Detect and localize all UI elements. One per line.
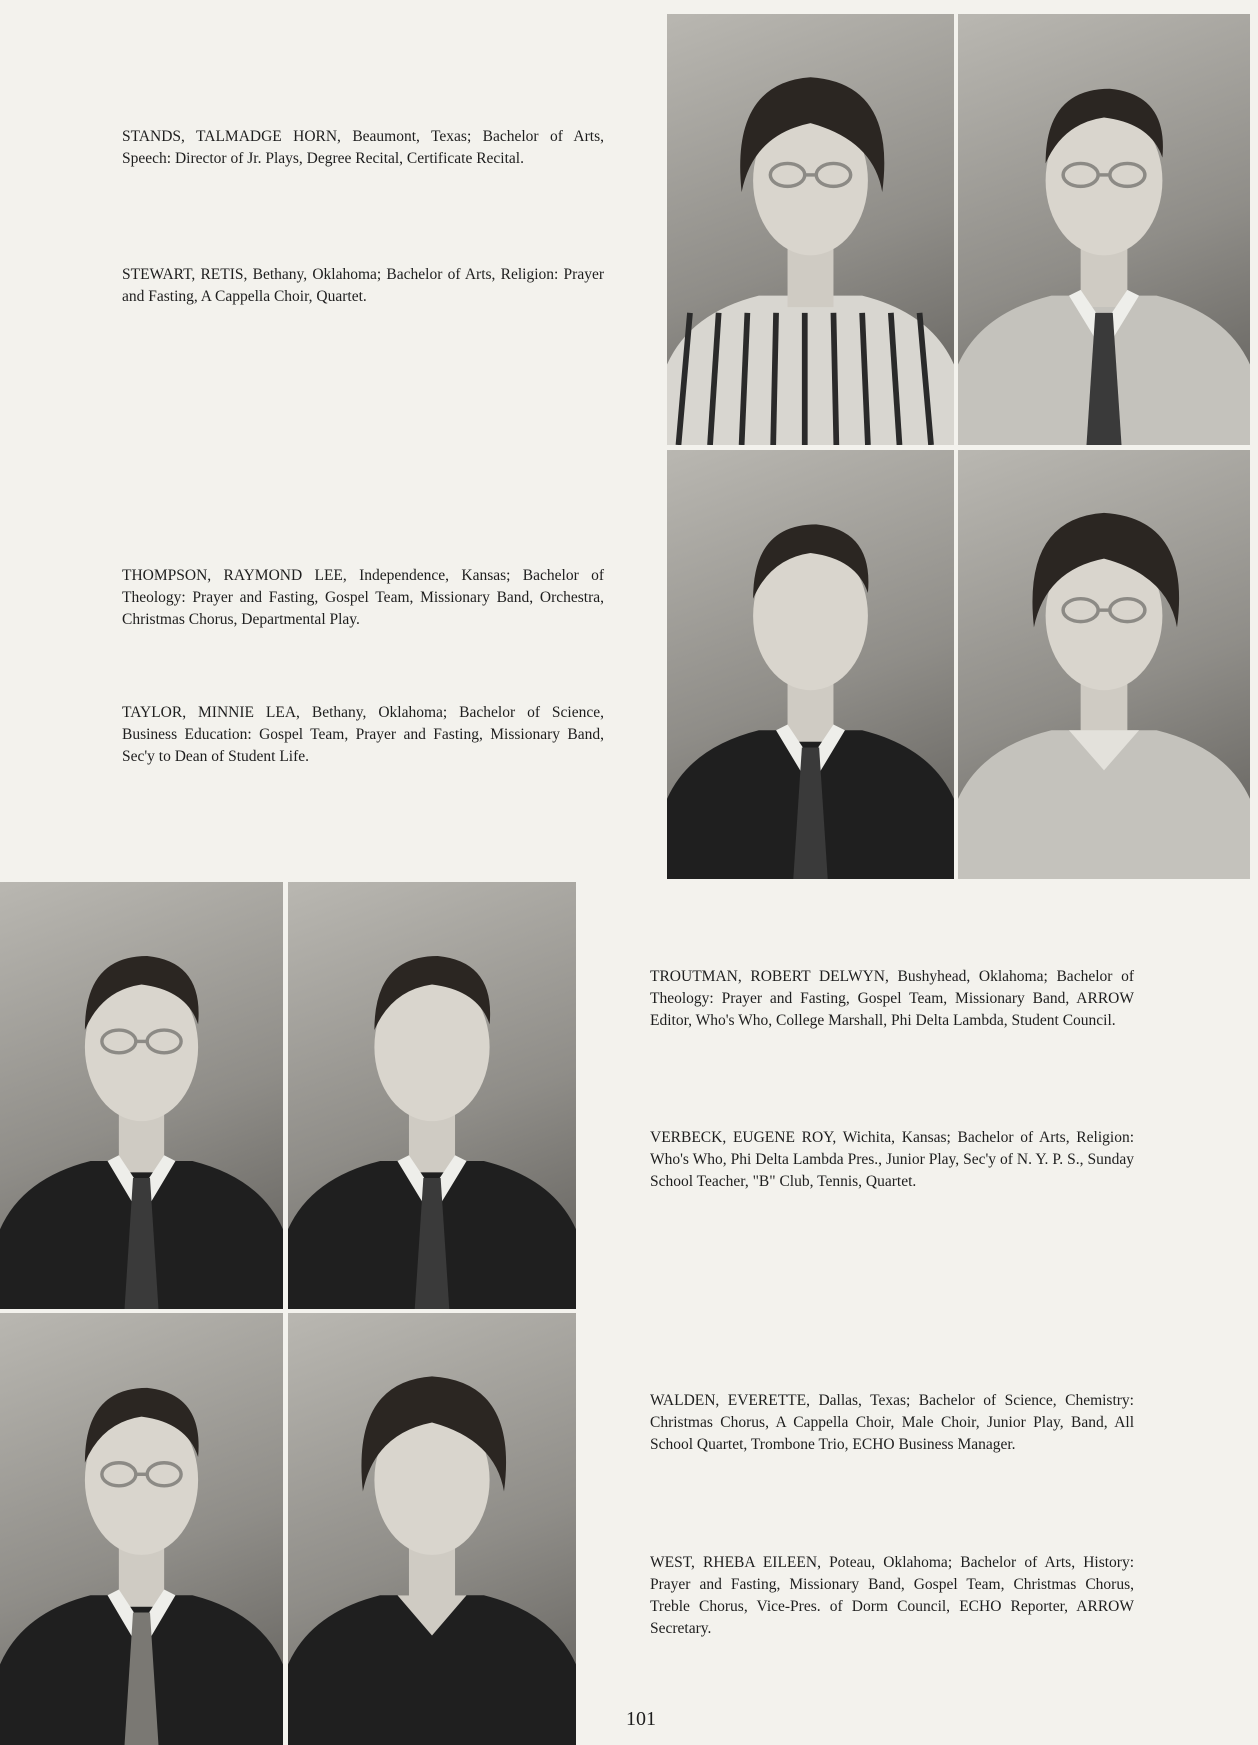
portrait-photo-thompson [667,450,954,879]
portrait-silhouette [667,450,954,879]
portrait-silhouette [958,14,1250,445]
bio-thompson: THOMPSON, RAYMOND LEE, Independence, Kansas; Bachelor of Theology: Prayer and Fasting, Gospel Team, Missionary Band, Orchestra, Christmas Chorus, Departmental Play. [122,567,604,628]
portrait-silhouette [288,1313,576,1745]
portrait-photo-walden [0,1313,283,1745]
bio-taylor: TAYLOR, MINNIE LEA, Bethany, Oklahoma; Bachelor of Science, Business Education: Gospel Team, Prayer and Fasting, Missionary Band, Sec'y to Dean of Student Life. [122,704,604,765]
bio-verbeck: VERBECK, EUGENE ROY, Wichita, Kansas; Bachelor of Arts, Religion: Who's Who, Phi Delta Lambda Pres., Junior Play, Sec'y of N. Y. P. S., Sunday School Teacher, "B" Club, Tennis, Quartet. [650,1129,1134,1190]
bio-walden: WALDEN, EVERETTE, Dallas, Texas; Bachelor of Science, Chemistry: Christmas Chorus, A Cappella Choir, Male Choir, Junior Play, Band, All School Quartet, Trombone Trio, ECHO Business Manager. [650,1392,1134,1453]
portrait-silhouette [0,1313,283,1745]
portrait-silhouette [667,14,954,445]
portrait-photo-taylor [958,450,1250,879]
portrait-photo-troutman [0,882,283,1309]
portrait-photo-stands [667,14,954,445]
portrait-photo-verbeck [288,882,576,1309]
page-number: 101 [626,1708,656,1730]
portrait-silhouette [0,882,283,1309]
bio-stewart: STEWART, RETIS, Bethany, Oklahoma; Bachelor of Arts, Religion: Prayer and Fasting, A Cappella Choir, Quartet. [122,266,604,305]
portrait-silhouette [958,450,1250,879]
portrait-photo-west [288,1313,576,1745]
bio-troutman: TROUTMAN, ROBERT DELWYN, Bushyhead, Oklahoma; Bachelor of Theology: Prayer and Fasting, Gospel Team, Missionary Band, ARROW Editor, Who's Who, College Marshall, Phi Delta Lambda, Student Council. [650,968,1134,1029]
bio-west: WEST, RHEBA EILEEN, Poteau, Oklahoma; Bachelor of Arts, History: Prayer and Fasting, Missionary Band, Gospel Team, Christmas Chorus, Treble Chorus, Vice-Pres. of Dorm Council, ECHO Reporter, ARROW Secretary. [650,1554,1134,1637]
portrait-silhouette [288,882,576,1309]
bio-stands: STANDS, TALMADGE HORN, Beaumont, Texas; Bachelor of Arts, Speech: Director of Jr. Plays, Degree Recital, Certificate Recital. [122,128,604,167]
portrait-photo-stewart [958,14,1250,445]
